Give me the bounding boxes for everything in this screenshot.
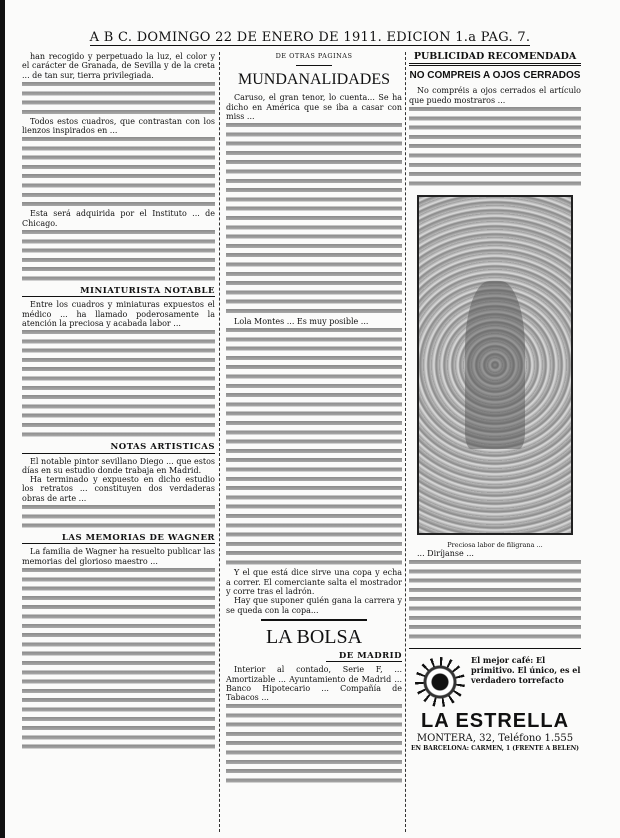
image-caption: Preciosa labor de filigrana ...	[447, 540, 543, 549]
paragraph: Y el que está dice sirve una copa y echa a correr. El comerciante salta el mostrador y corre tras el ladrón.	[226, 568, 402, 597]
right-column	[409, 52, 581, 753]
middle-column	[226, 52, 402, 786]
page-header	[40, 30, 580, 45]
paragraph: Entre los cuadros y miniaturas expuestos el médico ... ha llamado poderosamente la atención la preciosa y acabada labor ...	[22, 300, 215, 328]
left-column	[22, 52, 215, 752]
column-divider	[219, 52, 220, 832]
divider	[296, 65, 331, 66]
paragraph: Esta será adquirida por el Instituto ... de Chicago.	[22, 209, 215, 228]
paragraph: Lola Montes ... Es muy posible ...	[234, 317, 369, 327]
ad-address: MONTERA, 32, Teléfono 1.555	[416, 733, 574, 745]
text-block	[226, 702, 402, 786]
text-block	[22, 135, 215, 209]
text-block	[226, 326, 402, 568]
section-heading: MINIATURISTA NOTABLE	[22, 287, 215, 297]
column-divider	[405, 52, 406, 832]
paragraph: La familia de Wagner ha resuelto publicar las memorias del glorioso maestro ...	[22, 547, 215, 566]
ad-branch: EN BARCELONA: CARMEN, 1 (FRENTE A BELEN)	[410, 745, 580, 753]
bolsa-title: LA BOLSA	[265, 625, 363, 648]
paragraph: han recogido y perpetuado la luz, el color y el carácter de Granada, de Sevilla y de la creta ... de tan sur, tierra privilegiada.	[22, 52, 215, 80]
paragraph: Hay que suponer quién gana la carrera y se queda con la copa...	[226, 596, 402, 615]
text-block	[226, 121, 402, 317]
ad-slogan: El mejor café: El primitivo. El único, es el verdadero torrefacto	[471, 655, 581, 686]
section-heading: NOTAS ARTISTICAS	[22, 443, 215, 453]
page-edge	[0, 0, 5, 838]
paragraph: Todos estos cuadros, que contrastan con los lienzos inspirados en ...	[22, 116, 215, 136]
section-subheading: DE MADRID	[326, 652, 402, 662]
lace-illustration	[417, 195, 573, 535]
paragraph: Ha terminado y expuesto en dicho estudio los retratos ... constituyen dos verdaderas obras de arte ...	[22, 475, 215, 503]
section-title: PUBLICIDAD RECOMENDADA	[409, 52, 581, 66]
section-heading: LAS MEMORIAS DE WAGNER	[22, 534, 215, 544]
paragraph: No compréis a ojos cerrados el artículo que puedo mostraros ...	[409, 86, 581, 105]
text-block	[22, 228, 215, 284]
text-block	[409, 558, 581, 642]
ad-headline: NO COMPREIS A OJOS CERRADOS	[409, 70, 581, 82]
text-block	[22, 80, 215, 117]
text-block	[409, 105, 581, 189]
paragraph: El notable pintor sevillano Diego ... que estos días en su estudio donde trabaja en Madrid.	[22, 456, 215, 475]
paragraph: Caruso, el gran tenor, lo cuenta... Se ha dicho en América que se iba a casar con miss ...	[226, 93, 402, 121]
article-title: MUNDANALIDADES	[238, 71, 390, 89]
text-block	[22, 503, 215, 531]
sun-logo-icon	[415, 657, 465, 707]
header-text: A B C. DOMINGO 22 DE ENERO DE 1911. EDICION 1.a PAG. 7.	[89, 30, 531, 45]
ad-brand: LA ESTRELLA	[420, 710, 570, 733]
paragraph: Interior al contado, Serie F, ... Amortizable ... Ayuntamiento de Madrid ... Banco Hipotecario ... Compañía de Tabacos ...	[226, 665, 402, 703]
text-block	[22, 328, 215, 440]
paragraph: ... Diríjanse ...	[417, 548, 474, 558]
divider	[261, 619, 367, 621]
kicker: DE OTRAS PAGINAS	[275, 52, 353, 60]
text-block	[22, 566, 215, 752]
la-estrella-ad	[409, 648, 581, 753]
